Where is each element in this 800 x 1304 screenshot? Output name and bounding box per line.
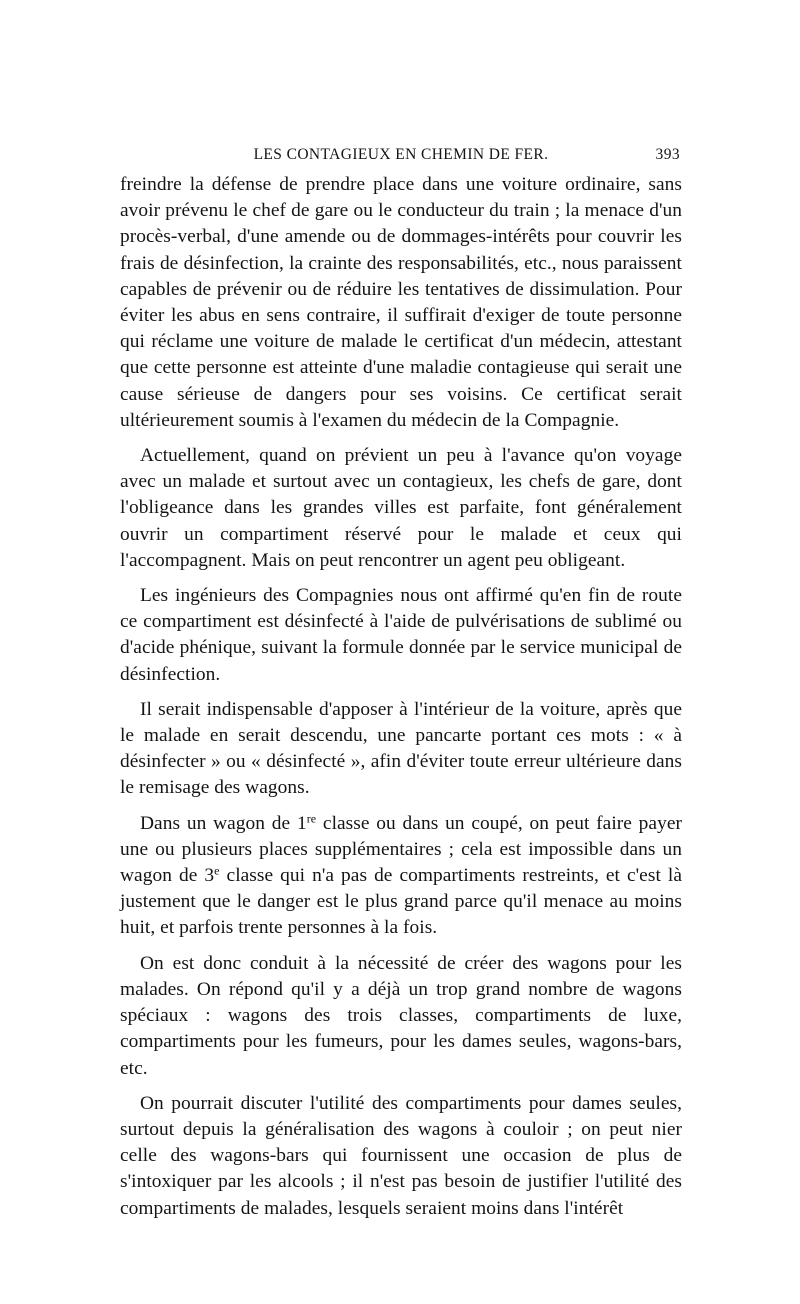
page-number: 393 xyxy=(655,146,680,163)
paragraph-text: Actuellement, quand on prévient un peu à l'avance qu'on voyage avec un malade et surtout avec un contagieux, les chefs de gare, dont l'obligeance dans les grandes villes est parfaite, font généralement ouvrir un compartiment réservé pour le malade et ceux qui l'accompagnent. Mais on peut rencontrer un agent peu obligeant. xyxy=(120,445,682,571)
paragraph-text: On pourrait discuter l'utilité des compartiments pour dames seules, surtout depuis la généralisation des wagons à couloir ; on peut nier celle des wagons-bars qui fournissent une occasion de plus de s'intoxiquer par les alcools ; il n'est pas besoin de justifier l'utilité des compartiments de malades, lesquels seraient moins dans l'intérêt xyxy=(120,1092,682,1219)
paragraph-text: Dans un wagon de 1 xyxy=(140,812,307,834)
ordinal-superscript: re xyxy=(306,811,317,826)
paragraph-text: classe ou dans un coupé, on peut faire payer une ou plusieurs places supplémentaires ; cela est impossible dans un wagon de 3 xyxy=(120,812,682,887)
paragraph-5 xyxy=(120,811,682,942)
book-page xyxy=(120,140,682,1231)
paragraph-text: Il serait indispensable d'apposer à l'intérieur de la voiture, après que le malade en serait descendu, une pancarte portant ces mots : « à désinfecter » ou « désinfecté », afin d'éviter toute erreur ultérieure dans le remisage des wagons. xyxy=(120,698,682,799)
paragraph-text: On est donc conduit à la nécessité de créer des wagons pour les malades. On répond qu'il y a déjà un trop grand nombre de wagons spéciaux : wagons des trois classes, compartiments de luxe, compartiments pour les fumeurs, pour les dames seules, wagons-bars, etc. xyxy=(120,952,682,1079)
running-title: LES CONTAGIEUX EN CHEMIN DE FER. xyxy=(253,146,549,163)
paragraph-1 xyxy=(120,172,682,434)
paragraph-3 xyxy=(120,583,682,688)
paragraph-text: classe qui n'a pas de compartiments restreints, et c'est là justement que le danger est le plus grand parce qu'il menace au moins huit, et parfois trente personnes à la fois. xyxy=(120,865,682,939)
body-text xyxy=(120,172,682,1222)
paragraph-text: Les ingénieurs des Compagnies nous ont affirmé qu'en fin de route ce compartiment est désinfecté à l'aide de pulvérisations de sublimé ou d'acide phénique, suivant la formule donnée par le service municipal de désinfection. xyxy=(120,585,682,685)
paragraph-2 xyxy=(120,443,682,574)
paragraph-6 xyxy=(120,951,682,1082)
paragraph-text: freindre la défense de prendre place dans une voiture ordinaire, sans avoir prévenu le chef de gare ou le conducteur du train ; la menace d'un procès-verbal, d'une amende ou de dommages-intérêts pour couvrir les frais de désinfection, la crainte des responsabilités, etc., nous paraissent capables de prévenir ou de réduire les tentatives de dissimulation. Pour éviter les abus en sens contraire, il suffirait d'exiger de toute personne qui réclame une voiture de malade le certificat d'un médecin, attestant que cette personne est atteinte d'une maladie contagieuse qui serait une cause sérieuse de dangers pour ses voisins. Ce certificat serait ultérieurement soumis à l'examen du médecin de la Compagnie. xyxy=(120,174,682,431)
ordinal-superscript: e xyxy=(214,863,220,878)
running-header xyxy=(120,140,682,172)
paragraph-4 xyxy=(120,697,682,802)
paragraph-7 xyxy=(120,1091,682,1222)
